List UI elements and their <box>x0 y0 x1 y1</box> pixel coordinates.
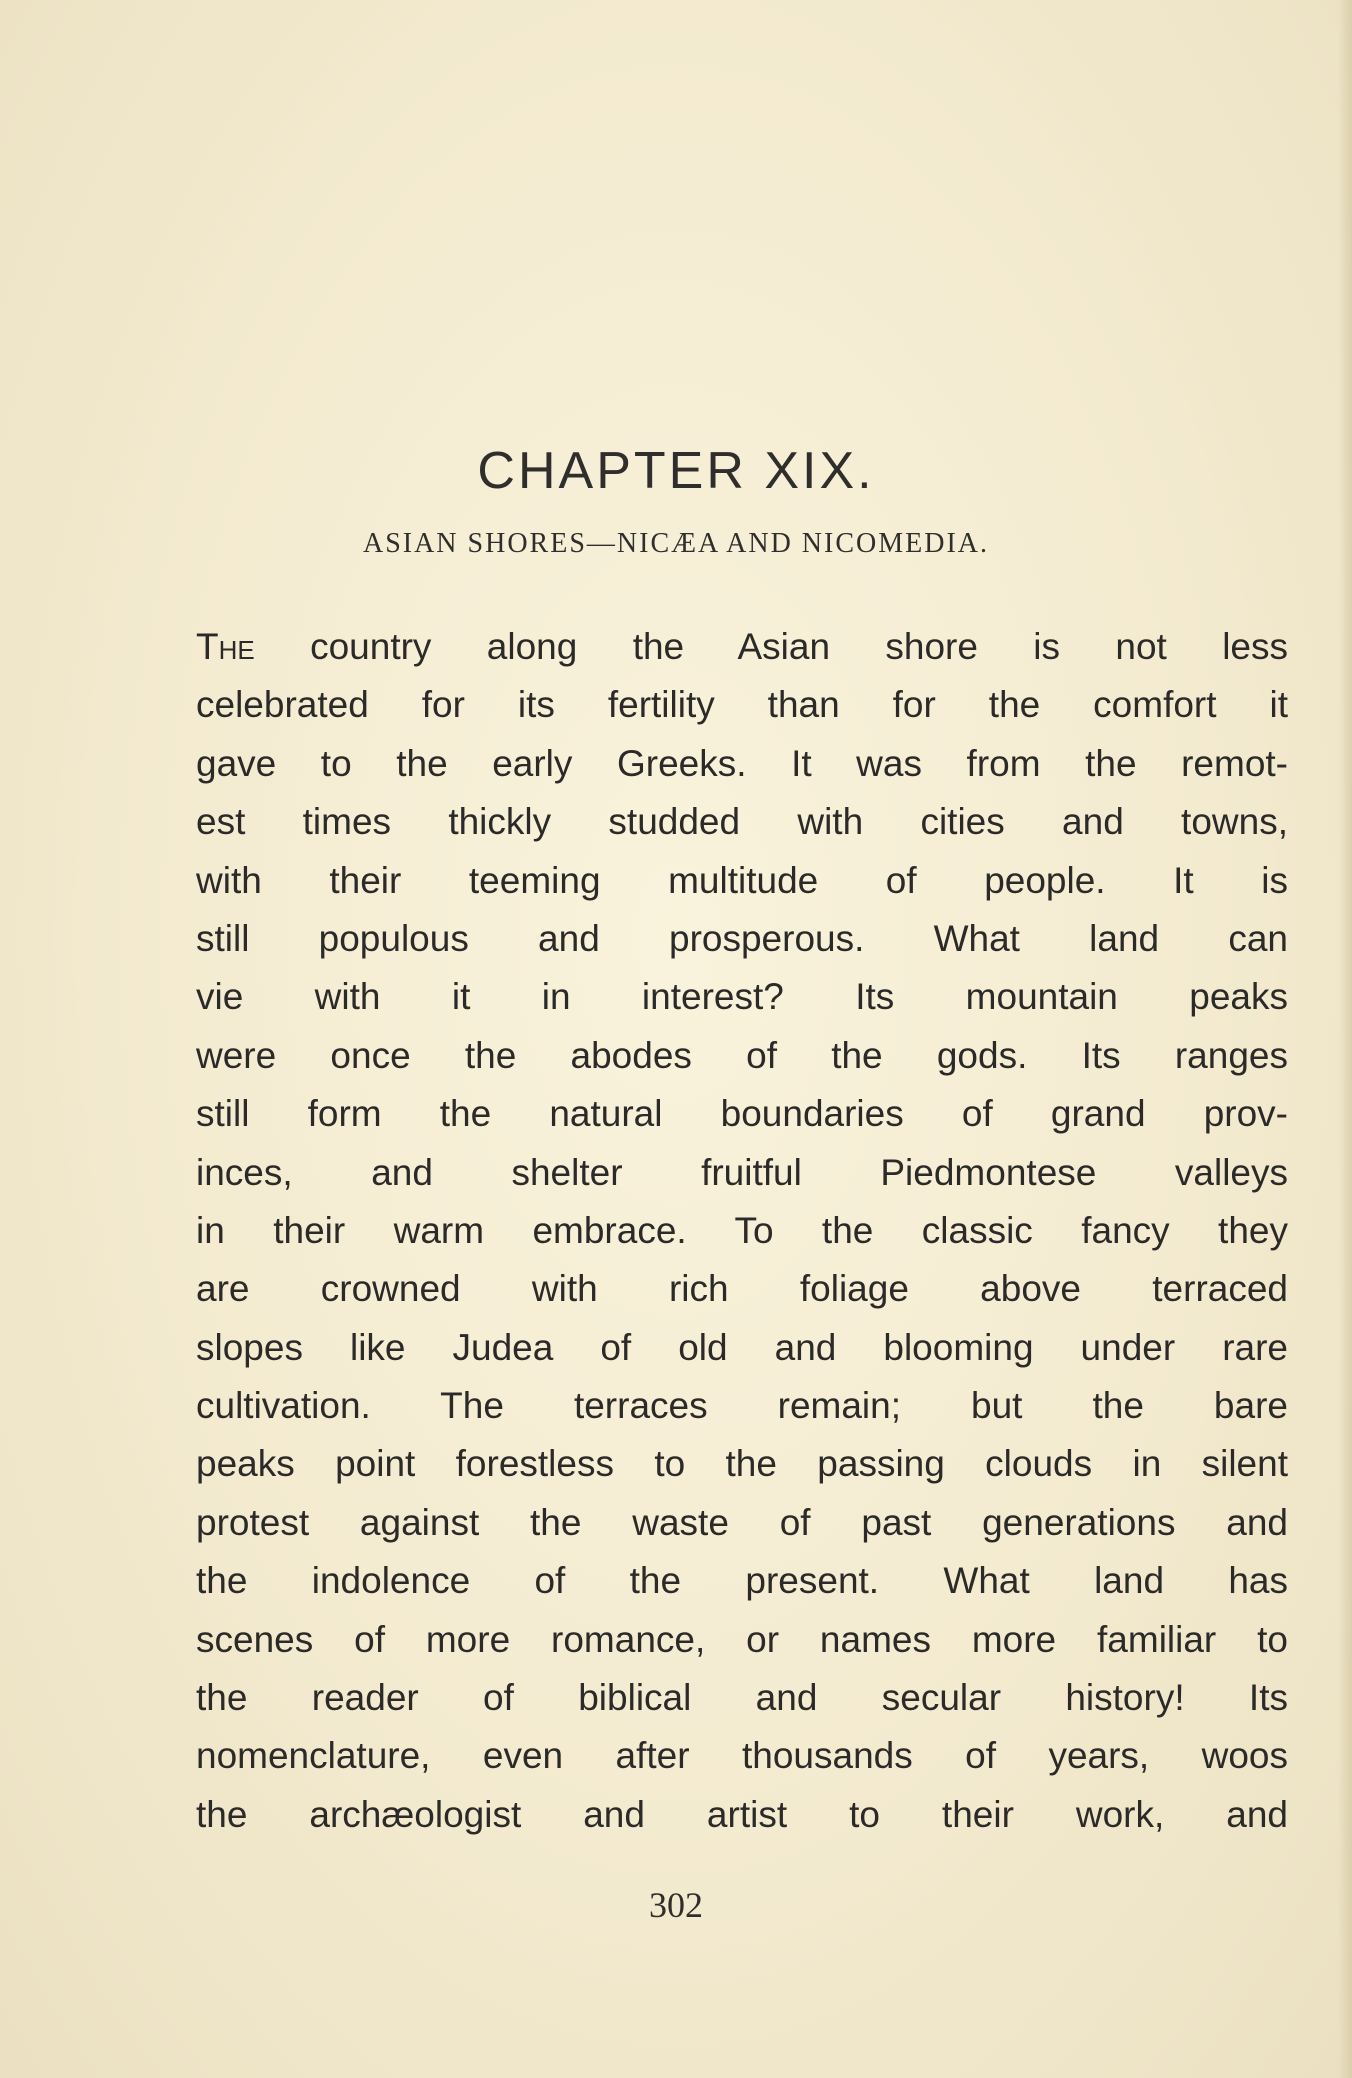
text-line: with their teeming multitude of people. It is <box>196 859 1288 901</box>
text-line: the reader of biblical and secular history! Its <box>196 1677 1288 1719</box>
text-line: est times thickly studded with cities and towns, <box>196 801 1288 843</box>
text-line: still form the natural boundaries of grand prov- <box>196 1093 1288 1135</box>
text-line: scenes of more romance, or names more familiar to <box>196 1618 1288 1660</box>
text-line: are crowned with rich foliage above terraced <box>196 1268 1288 1310</box>
text-line: still populous and prosperous. What land can <box>196 917 1288 959</box>
text-line: nomenclature, even after thousands of years, woos <box>196 1735 1288 1777</box>
text-line: celebrated for its fertility than for the comfort it <box>196 684 1288 726</box>
text-line <box>196 618 1288 676</box>
text-line: the indolence of the present. What land has <box>196 1560 1288 1602</box>
first-word: The <box>196 626 255 667</box>
text-line: in their warm embrace. To the classic fancy they <box>196 1209 1288 1251</box>
text-line: inces, and shelter fruitful Piedmontese valleys <box>196 1151 1288 1193</box>
text-line: vie with it in interest? Its mountain peaks <box>196 976 1288 1018</box>
page-edge-shadow <box>1338 0 1352 2078</box>
body-paragraph <box>196 618 1288 1844</box>
text-line: peaks point forestless to the passing clouds in silent <box>196 1443 1288 1485</box>
page-number: 302 <box>649 1885 703 1925</box>
chapter-subtitle: ASIAN SHORES—NICÆA AND NICOMEDIA. <box>362 528 990 559</box>
text-line: the archæologist and artist to their work, and <box>196 1793 1288 1835</box>
text-line-rest: country along the Asian shore is not less <box>254 626 1288 667</box>
text-line: protest against the waste of past generations and <box>196 1501 1288 1543</box>
text-line: slopes like Judea of old and blooming under rare <box>196 1326 1288 1368</box>
text-line: were once the abodes of the gods. Its ranges <box>196 1034 1288 1076</box>
text-line: cultivation. The terraces remain; but the bare <box>196 1385 1288 1427</box>
text-line: gave to the early Greeks. It was from the remot- <box>196 742 1288 784</box>
chapter-title: CHAPTER XIX. <box>477 441 875 500</box>
